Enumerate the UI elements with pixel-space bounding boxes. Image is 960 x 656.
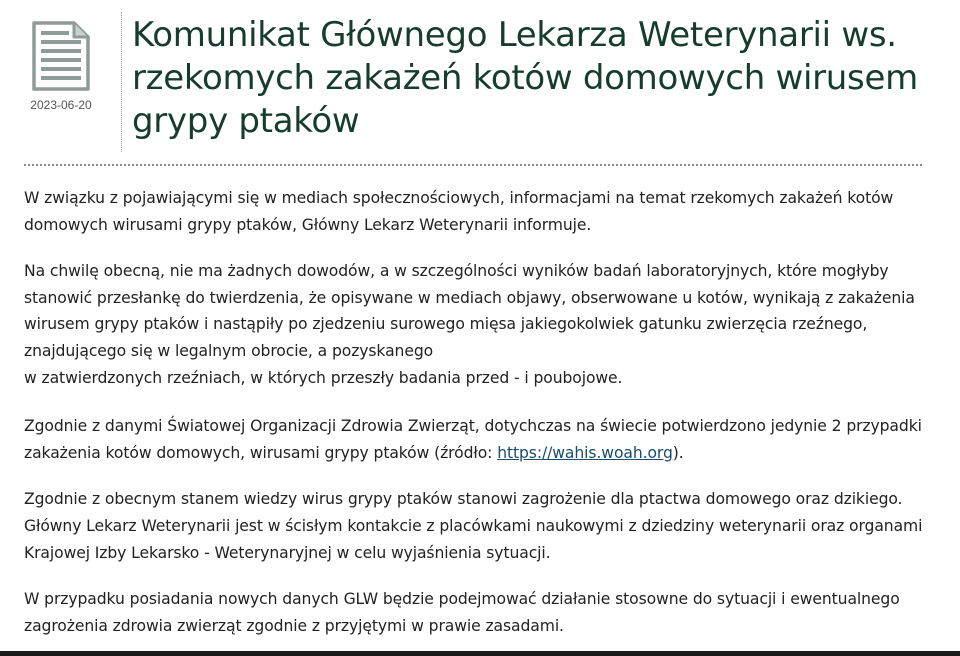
paragraph-3-text: Zgodnie z danymi Światowej Organizacji Zdrowia Zwierząt, dotychczas na świecie potwierdzono jedynie 2 przypadki zakażenia kotów domowych, wirusami grypy ptaków (źródło: — [24, 417, 922, 462]
article-title: Komunikat Głównego Lekarza Weterynarii ws. rzekomych zakażeń kotów domowych wirusem grypy ptaków — [132, 15, 918, 141]
paragraph-4: Zgodnie z obecnym stanem wiedzy wirus grypy ptaków stanowi zagrożenie dla ptactwa domowego oraz dzikiego. Główny Lekarz Weterynarii jest w ścisłym kontakcie z placówkami naukowymi z dziedziny weterynarii oraz organami Krajowej Izby Lekarsko - Weterynaryjnej w celu wyjaśnienia sytuacji. — [24, 490, 923, 562]
header-divider — [121, 12, 122, 152]
paragraph-3 — [24, 413, 929, 466]
source-link[interactable]: https://wahis.woah.org — [497, 443, 673, 462]
paragraph-5: W przypadku posiadania nowych danych GLW będzie podejmować działanie stosowne do sytuacji i ewentualnego zagrożenia zdrowia zwierząt zgodnie z przyjętymi w prawie zasadami. — [24, 590, 900, 635]
paragraph-1: W związku z pojawiającymi się w mediach społecznościowych, informacjami na temat rzekomych zakażeń kotów domowych wirusami grypy ptaków, Główny Lekarz Weterynarii informuje. — [24, 189, 894, 234]
article-date: 2023-06-20 — [30, 98, 92, 112]
article-header — [0, 0, 960, 160]
article-body — [24, 185, 929, 656]
paragraph-2-text-end: w zatwierdzonych rzeźniach, w których przeszły badania przed - i poubojowe. — [24, 368, 623, 387]
paragraph-2-text: Na chwilę obecną, nie ma żadnych dowodów, a w szczególności wyników badań laboratoryjnych, które mogłyby stanowić przesłankę do twierdzenia, że opisywane w mediach objawy, obserwowane u kotów, wynikają z zakażenia wirusem grypy ptaków i nastąpiły po zjedzeniu surowego mięsa jakiegokolwiek gatunku zwierzęcia rzeźnego, znajdującego się w legalnym obrocie, a pozyskanego — [24, 262, 915, 360]
bottom-edge — [0, 651, 960, 656]
paragraph-3-text-end: ). — [672, 443, 684, 462]
title-separator — [24, 164, 922, 166]
paragraph-2 — [24, 258, 929, 391]
document-icon — [32, 21, 90, 91]
